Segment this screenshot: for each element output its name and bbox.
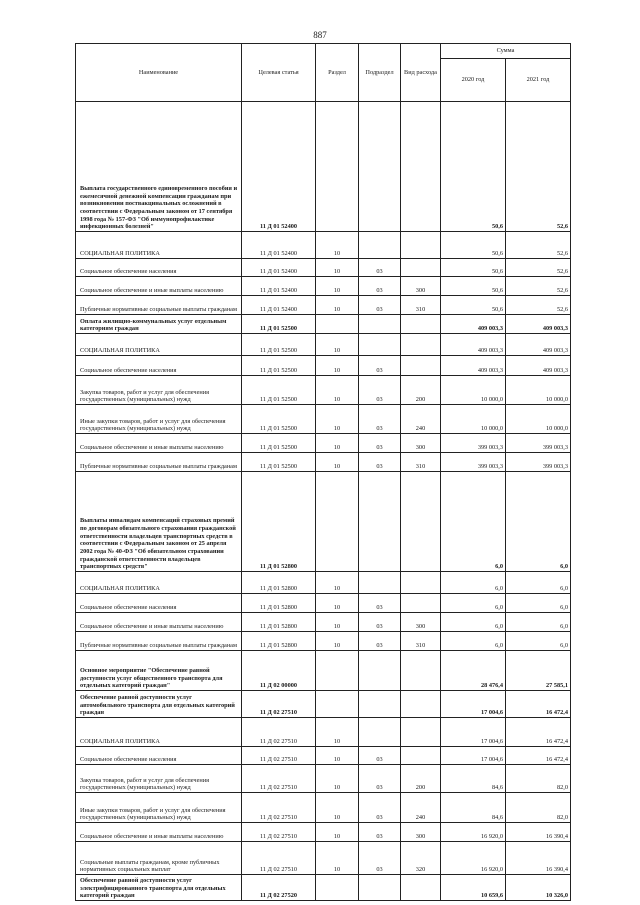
table-row: [76, 296, 571, 315]
row-section: 10: [316, 405, 359, 434]
row-subsection: 03: [359, 594, 401, 613]
row-sum-2020: 10 659,6: [441, 875, 506, 901]
row-name: Социальное обеспечение и иные выплаты населению: [76, 434, 242, 453]
row-name: Обеспечение равной доступности услуг автомобильного транспорта для отдельных категорий граждан: [76, 691, 242, 718]
row-sum-2020: 50,6: [441, 296, 506, 315]
row-sum-2021: 399 003,3: [506, 453, 571, 472]
row-target-article: 11 Д 02 27510: [242, 691, 316, 718]
row-name: Социальное обеспечение и иные выплаты населению: [76, 823, 242, 842]
table-row: [76, 232, 571, 259]
row-section: 10: [316, 747, 359, 765]
row-target-article: 11 Д 02 27510: [242, 823, 316, 842]
row-subsection: [359, 232, 401, 259]
row-target-article: 11 Д 01 52500: [242, 356, 316, 376]
row-section: 10: [316, 434, 359, 453]
row-target-article: 11 Д 02 00000: [242, 651, 316, 691]
row-sum-2021: 409 003,3: [506, 356, 571, 376]
row-name: СОЦИАЛЬНАЯ ПОЛИТИКА: [76, 232, 242, 259]
row-target-article: 11 Д 01 52800: [242, 613, 316, 632]
row-expense-type: [401, 102, 441, 232]
row-name: Оплата жилищно-коммунальных услуг отдельным категориям граждан: [76, 315, 242, 334]
row-subsection: 03: [359, 747, 401, 765]
row-sum-2020: 50,6: [441, 259, 506, 277]
row-subsection: [359, 718, 401, 747]
row-sum-2020: 10 000,0: [441, 376, 506, 405]
row-name: Социальные выплаты гражданам, кроме публичных нормативных социальных выплат: [76, 842, 242, 875]
row-target-article: 11 Д 02 27510: [242, 842, 316, 875]
table-row: [76, 102, 571, 232]
row-expense-type: [401, 718, 441, 747]
table-row: [76, 376, 571, 405]
row-section: 10: [316, 765, 359, 793]
row-expense-type: 240: [401, 405, 441, 434]
row-sum-2020: 409 003,3: [441, 356, 506, 376]
row-target-article: 11 Д 01 52800: [242, 594, 316, 613]
row-expense-type: [401, 232, 441, 259]
row-section: 10: [316, 823, 359, 842]
row-name: Социальное обеспечение и иные выплаты населению: [76, 277, 242, 296]
row-expense-type: [401, 875, 441, 901]
row-target-article: 11 Д 01 52400: [242, 277, 316, 296]
row-section: [316, 315, 359, 334]
row-expense-type: [401, 747, 441, 765]
row-subsection: 03: [359, 613, 401, 632]
row-subsection: [359, 102, 401, 232]
table-row: [76, 572, 571, 594]
row-sum-2021: 409 003,3: [506, 334, 571, 356]
row-sum-2020: 50,6: [441, 232, 506, 259]
header-subsection: Подраздел: [359, 44, 401, 102]
header-name: Наименование: [76, 44, 242, 102]
table-row: [76, 875, 571, 901]
row-expense-type: 310: [401, 632, 441, 651]
row-name: Социальное обеспечение населения: [76, 747, 242, 765]
row-name: СОЦИАЛЬНАЯ ПОЛИТИКА: [76, 572, 242, 594]
table-row: [76, 691, 571, 718]
row-sum-2021: 27 585,1: [506, 651, 571, 691]
row-target-article: 11 Д 01 52500: [242, 315, 316, 334]
row-target-article: 11 Д 01 52400: [242, 102, 316, 232]
row-section: [316, 691, 359, 718]
row-name: Социальное обеспечение населения: [76, 356, 242, 376]
row-sum-2021: 16 472,4: [506, 691, 571, 718]
row-target-article: 11 Д 01 52800: [242, 632, 316, 651]
row-name: СОЦИАЛЬНАЯ ПОЛИТИКА: [76, 718, 242, 747]
row-sum-2021: 16 472,4: [506, 747, 571, 765]
table-row: [76, 259, 571, 277]
row-name: Выплаты инвалидам компенсаций страховых премий по договорам обязательного страхования гражданской ответственности владельцев транспортных средств в соответствии с Федеральным законом от 25 апреля 2002 года № 40-ФЗ "Об обязательном страховании гражданской ответственности владельцев транспортных средств": [76, 472, 242, 572]
row-sum-2021: 6,0: [506, 472, 571, 572]
row-name: Иные закупки товаров, работ и услуг для обеспечения государственных (муниципальных) нужд: [76, 405, 242, 434]
row-sum-2021: 52,6: [506, 102, 571, 232]
header-year-2021: 2021 год: [506, 59, 571, 102]
row-sum-2020: 409 003,3: [441, 315, 506, 334]
row-sum-2021: 6,0: [506, 632, 571, 651]
table-row: [76, 823, 571, 842]
row-sum-2020: 6,0: [441, 613, 506, 632]
row-name: Закупка товаров, работ и услуг для обеспечения государственных (муниципальных) нужд: [76, 376, 242, 405]
row-section: 10: [316, 277, 359, 296]
row-sum-2020: 10 000,0: [441, 405, 506, 434]
row-name: Публичные нормативные социальные выплаты гражданам: [76, 296, 242, 315]
row-name: Закупка товаров, работ и услуг для обеспечения государственных (муниципальных) нужд: [76, 765, 242, 793]
row-sum-2021: 16 472,4: [506, 718, 571, 747]
row-sum-2021: 52,6: [506, 296, 571, 315]
row-sum-2021: 52,6: [506, 259, 571, 277]
table-row: [76, 434, 571, 453]
row-sum-2020: 17 004,6: [441, 747, 506, 765]
row-sum-2020: 84,6: [441, 793, 506, 823]
row-expense-type: 300: [401, 277, 441, 296]
table-row: [76, 356, 571, 376]
row-subsection: [359, 691, 401, 718]
table-row: [76, 594, 571, 613]
row-section: 10: [316, 613, 359, 632]
row-subsection: [359, 334, 401, 356]
row-subsection: 03: [359, 434, 401, 453]
row-section: [316, 102, 359, 232]
row-sum-2020: 17 004,6: [441, 718, 506, 747]
page-number: 887: [313, 30, 327, 40]
row-name: Выплата государственного единовременного пособия и ежемесячной денежной компенсации гражданам при возникновении поствакцинальных осложнений в соответствии с Федеральным законом от 17 сентября 1998 года № 157-ФЗ "Об иммунопрофилактике инфекционных болезней": [76, 102, 242, 232]
row-expense-type: 320: [401, 842, 441, 875]
table-row: [76, 453, 571, 472]
row-target-article: 11 Д 01 52800: [242, 472, 316, 572]
table-row: [76, 651, 571, 691]
row-expense-type: 300: [401, 613, 441, 632]
table-row: [76, 765, 571, 793]
row-target-article: 11 Д 02 27510: [242, 793, 316, 823]
header-sum: Сумма: [441, 44, 571, 59]
row-section: 10: [316, 453, 359, 472]
row-sum-2020: 50,6: [441, 277, 506, 296]
row-section: 10: [316, 296, 359, 315]
row-expense-type: [401, 315, 441, 334]
row-section: 10: [316, 356, 359, 376]
table-row: [76, 472, 571, 572]
table-row: [76, 747, 571, 765]
row-sum-2020: 399 003,3: [441, 453, 506, 472]
row-expense-type: [401, 651, 441, 691]
row-expense-type: 300: [401, 434, 441, 453]
row-sum-2021: 52,6: [506, 232, 571, 259]
row-subsection: [359, 472, 401, 572]
row-subsection: 03: [359, 793, 401, 823]
row-subsection: 03: [359, 765, 401, 793]
row-expense-type: 310: [401, 296, 441, 315]
row-target-article: 11 Д 01 52400: [242, 259, 316, 277]
row-subsection: [359, 315, 401, 334]
row-expense-type: [401, 594, 441, 613]
row-section: 10: [316, 632, 359, 651]
row-expense-type: [401, 572, 441, 594]
row-sum-2021: 6,0: [506, 613, 571, 632]
row-section: 10: [316, 793, 359, 823]
row-subsection: 03: [359, 453, 401, 472]
row-subsection: 03: [359, 632, 401, 651]
row-sum-2020: 409 003,3: [441, 334, 506, 356]
table-row: [76, 277, 571, 296]
row-name: Социальное обеспечение населения: [76, 259, 242, 277]
row-section: 10: [316, 572, 359, 594]
row-expense-type: [401, 472, 441, 572]
row-section: 10: [316, 842, 359, 875]
row-target-article: 11 Д 02 27510: [242, 765, 316, 793]
table-row: [76, 632, 571, 651]
row-subsection: 03: [359, 405, 401, 434]
row-sum-2021: 52,6: [506, 277, 571, 296]
row-sum-2020: 84,6: [441, 765, 506, 793]
row-sum-2020: 16 920,0: [441, 842, 506, 875]
row-name: Социальное обеспечение и иные выплаты населению: [76, 613, 242, 632]
row-section: [316, 472, 359, 572]
row-target-article: 11 Д 02 27510: [242, 747, 316, 765]
row-expense-type: 310: [401, 453, 441, 472]
row-target-article: 11 Д 01 52500: [242, 334, 316, 356]
row-sum-2020: 17 004,6: [441, 691, 506, 718]
row-sum-2020: 6,0: [441, 594, 506, 613]
row-expense-type: 200: [401, 765, 441, 793]
row-sum-2020: 16 920,0: [441, 823, 506, 842]
row-name: Социальное обеспечение населения: [76, 594, 242, 613]
row-sum-2020: 6,0: [441, 472, 506, 572]
row-section: 10: [316, 376, 359, 405]
row-expense-type: [401, 259, 441, 277]
row-section: 10: [316, 594, 359, 613]
row-expense-type: 200: [401, 376, 441, 405]
row-sum-2020: 6,0: [441, 632, 506, 651]
row-sum-2020: 50,6: [441, 102, 506, 232]
row-subsection: 03: [359, 823, 401, 842]
row-sum-2020: 6,0: [441, 572, 506, 594]
row-subsection: 03: [359, 376, 401, 405]
row-sum-2021: 16 390,4: [506, 823, 571, 842]
row-target-article: 11 Д 02 27520: [242, 875, 316, 901]
row-expense-type: 240: [401, 793, 441, 823]
row-sum-2021: 409 003,3: [506, 315, 571, 334]
row-target-article: 11 Д 01 52500: [242, 376, 316, 405]
row-section: [316, 651, 359, 691]
row-sum-2021: 10 000,0: [506, 405, 571, 434]
row-sum-2021: 6,0: [506, 594, 571, 613]
row-name: Публичные нормативные социальные выплаты гражданам: [76, 453, 242, 472]
table-row: [76, 613, 571, 632]
row-name: Публичные нормативные социальные выплаты гражданам: [76, 632, 242, 651]
row-expense-type: [401, 356, 441, 376]
table-row: [76, 793, 571, 823]
row-subsection: 03: [359, 842, 401, 875]
row-name: Иные закупки товаров, работ и услуг для обеспечения государственных (муниципальных) нужд: [76, 793, 242, 823]
row-section: 10: [316, 232, 359, 259]
row-section: [316, 875, 359, 901]
row-sum-2021: 16 390,4: [506, 842, 571, 875]
row-name: Обеспечение равной доступности услуг электрифицированного транспорта для отдельных категорий граждан: [76, 875, 242, 901]
header-section: Раздел: [316, 44, 359, 102]
row-subsection: 03: [359, 296, 401, 315]
row-name: Основное мероприятие "Обеспечение равной доступности услуг общественного транспорта для отдельных категорий граждан": [76, 651, 242, 691]
row-target-article: 11 Д 01 52500: [242, 434, 316, 453]
row-expense-type: [401, 334, 441, 356]
row-sum-2021: 10 000,0: [506, 376, 571, 405]
row-target-article: 11 Д 01 52400: [242, 296, 316, 315]
row-sum-2021: 82,0: [506, 765, 571, 793]
row-target-article: 11 Д 01 52500: [242, 405, 316, 434]
row-sum-2021: 10 326,0: [506, 875, 571, 901]
table-row: [76, 718, 571, 747]
table-row: [76, 405, 571, 434]
row-expense-type: [401, 691, 441, 718]
row-sum-2021: 399 003,3: [506, 434, 571, 453]
header-year-2020: 2020 год: [441, 59, 506, 102]
row-expense-type: 300: [401, 823, 441, 842]
header-expense-type: Вид расхода: [401, 44, 441, 102]
row-subsection: [359, 651, 401, 691]
row-sum-2020: 28 476,4: [441, 651, 506, 691]
row-sum-2020: 399 003,3: [441, 434, 506, 453]
header-target-article: Целевая статья: [242, 44, 316, 102]
row-target-article: 11 Д 02 27510: [242, 718, 316, 747]
row-sum-2021: 6,0: [506, 572, 571, 594]
row-section: 10: [316, 718, 359, 747]
row-section: 10: [316, 334, 359, 356]
row-subsection: 03: [359, 277, 401, 296]
row-sum-2021: 82,0: [506, 793, 571, 823]
row-subsection: 03: [359, 356, 401, 376]
row-subsection: [359, 875, 401, 901]
row-name: СОЦИАЛЬНАЯ ПОЛИТИКА: [76, 334, 242, 356]
row-target-article: 11 Д 01 52400: [242, 232, 316, 259]
table-row: [76, 334, 571, 356]
budget-table: [75, 43, 571, 901]
row-subsection: 03: [359, 259, 401, 277]
row-section: 10: [316, 259, 359, 277]
table-row: [76, 842, 571, 875]
row-subsection: [359, 572, 401, 594]
table-row: [76, 315, 571, 334]
row-target-article: 11 Д 01 52800: [242, 572, 316, 594]
row-target-article: 11 Д 01 52500: [242, 453, 316, 472]
